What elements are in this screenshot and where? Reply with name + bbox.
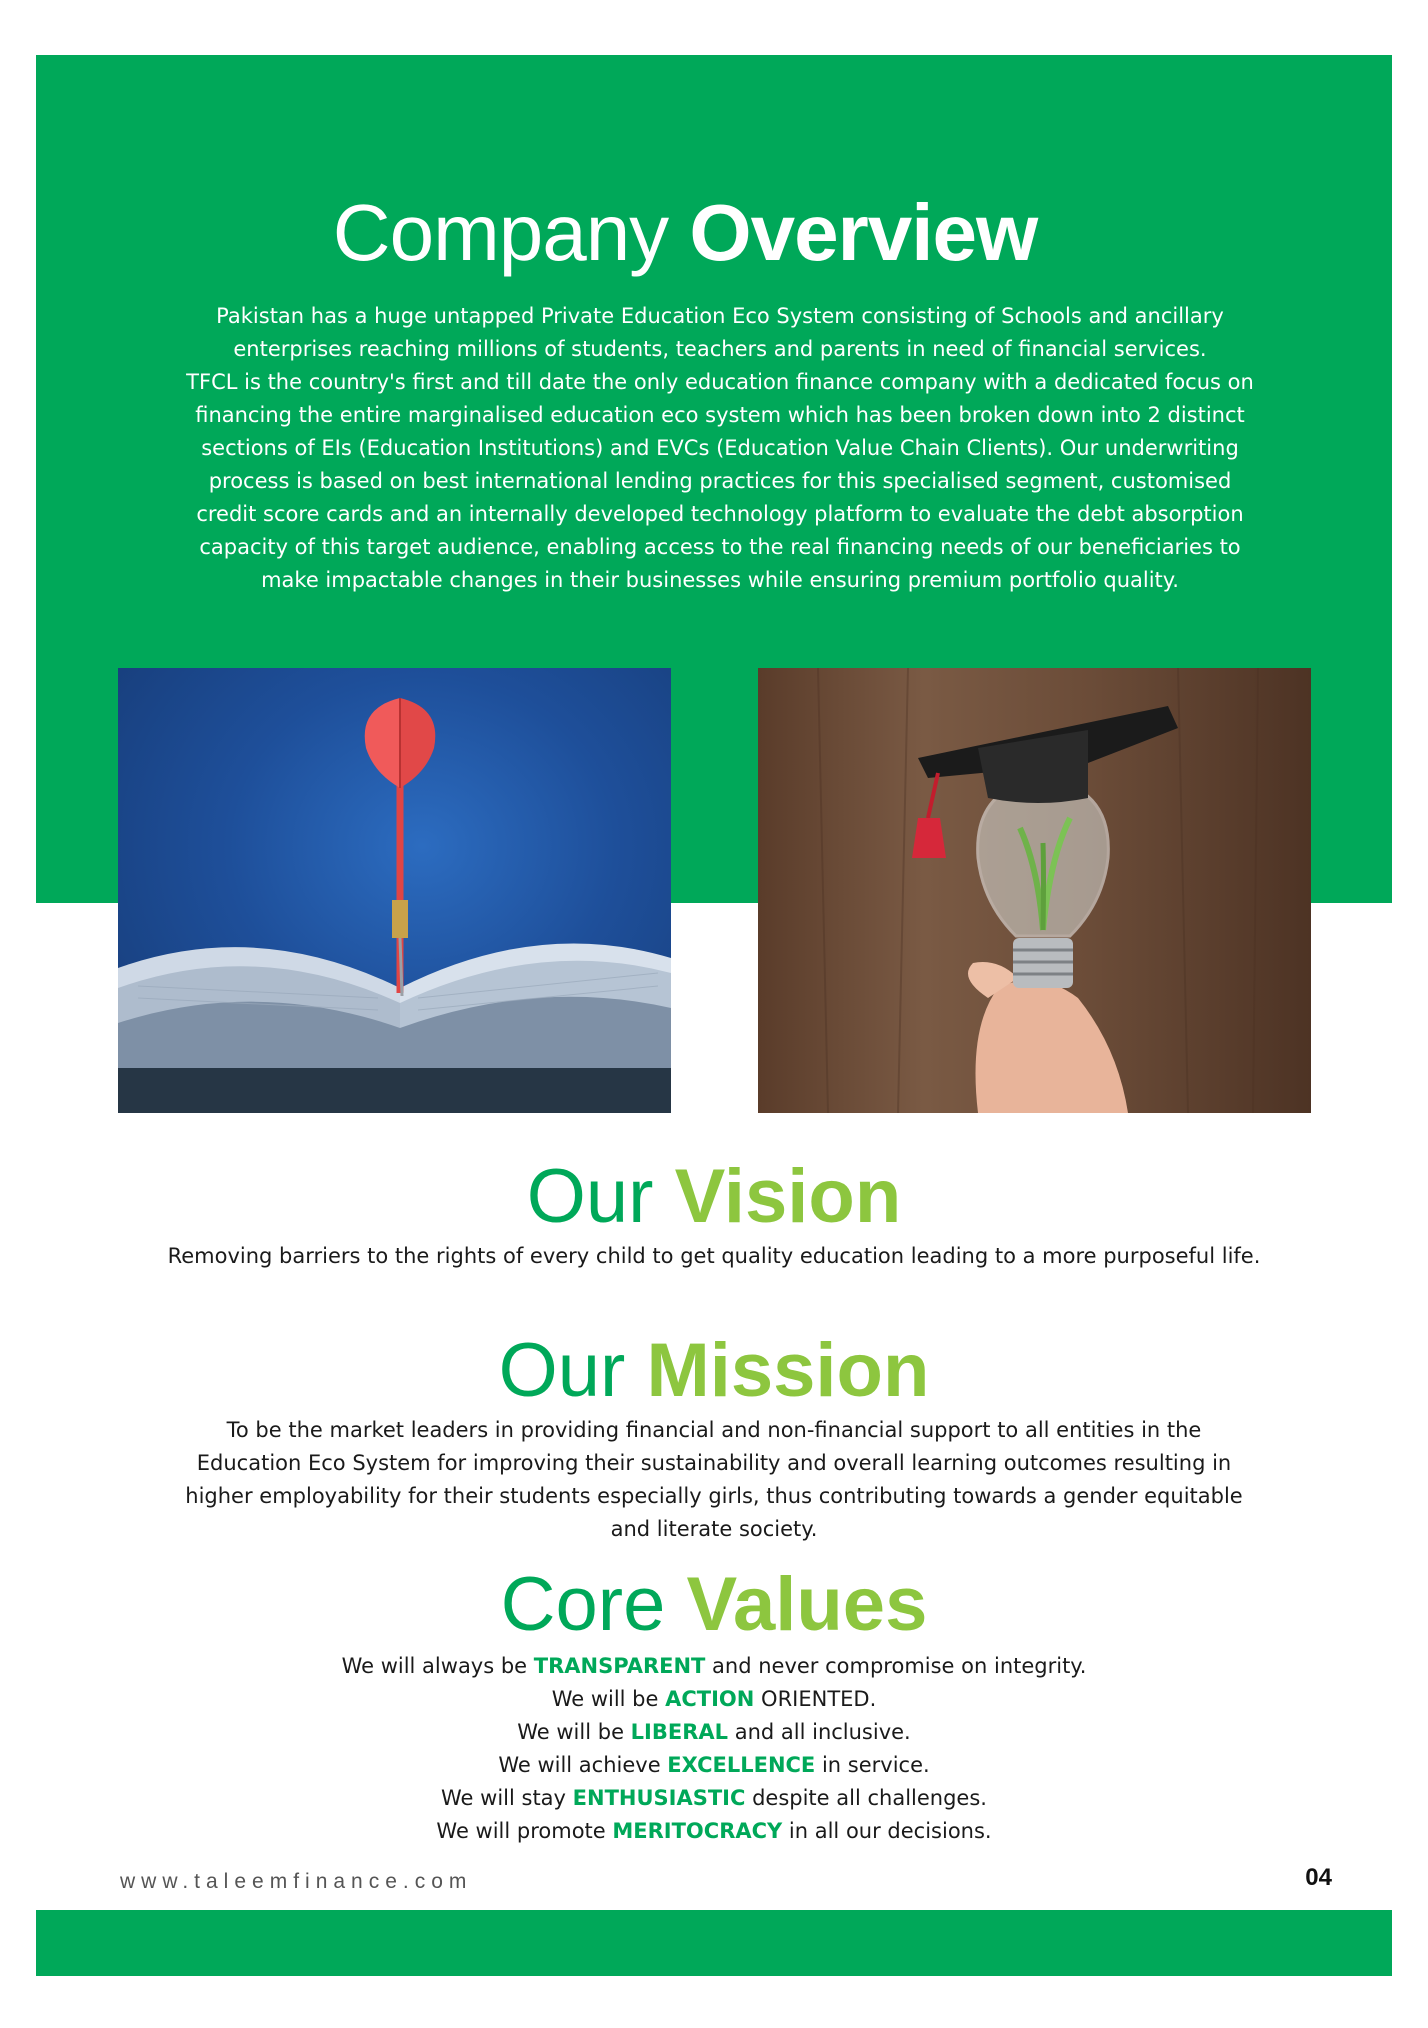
dart-book-photo xyxy=(118,668,671,1113)
vision-title-light: Our xyxy=(526,1154,654,1239)
core-value-item: We will be ACTION ORIENTED. xyxy=(551,1687,877,1711)
vision-title xyxy=(0,1152,1428,1242)
overview-text xyxy=(130,300,1310,597)
overview-line: enterprises reaching millions of students, teachers and parents in need of financial services. xyxy=(233,337,1207,361)
dart-book-illustration xyxy=(118,668,671,1113)
mission-title-bold: Mission xyxy=(646,1328,930,1413)
core-value-item: We will achieve EXCELLENCE in service. xyxy=(498,1753,930,1777)
core-value-item: We will stay ENTHUSIASTIC despite all challenges. xyxy=(441,1786,987,1810)
mission-line: and literate society. xyxy=(610,1517,818,1541)
core-value-keyword: ACTION xyxy=(665,1687,755,1711)
core-value-keyword: MERITOCRACY xyxy=(612,1819,783,1843)
vision-title-bold: Vision xyxy=(674,1154,902,1239)
overview-title xyxy=(0,185,1370,281)
overview-line: process is based on best international lending practices for this specialised segment, customised xyxy=(208,469,1232,493)
core-value-keyword: ENTHUSIASTIC xyxy=(572,1786,746,1810)
mission-line: Education Eco System for improving their sustainability and overall learning outcomes resulting in xyxy=(196,1451,1232,1475)
overview-line: credit score cards and an internally developed technology platform to evaluate the debt absorption xyxy=(196,502,1244,526)
overview-line: financing the entire marginalised education eco system which has been broken down into 2 distinct xyxy=(195,403,1245,427)
page-number: 04 xyxy=(1305,1864,1332,1891)
mission-line: To be the market leaders in providing financial and non-financial support to all entities in the xyxy=(226,1418,1202,1442)
graduation-bulb-illustration xyxy=(758,668,1311,1113)
overview-line: make impactable changes in their businesses while ensuring premium portfolio quality. xyxy=(261,568,1179,592)
footer-bar xyxy=(36,1910,1392,1976)
overview-title-bold: Overview xyxy=(689,188,1038,277)
mission-line: higher employability for their students especially girls, thus contributing towards a gender equitable xyxy=(185,1484,1243,1508)
mission-title-light: Our xyxy=(498,1328,626,1413)
overview-title-light: Company xyxy=(332,188,669,277)
core-value-keyword: TRANSPARENT xyxy=(533,1654,706,1678)
core-values-title-light: Core xyxy=(500,1562,666,1647)
core-value-keyword: EXCELLENCE xyxy=(667,1753,816,1777)
core-value-item: We will always be TRANSPARENT and never compromise on integrity. xyxy=(341,1654,1087,1678)
overview-line: sections of EIs (Education Institutions) and EVCs (Education Value Chain Clients). Our underwriting xyxy=(201,436,1239,460)
overview-line: TFCL is the country's first and till date the only education finance company with a dedicated focus on xyxy=(186,370,1254,394)
core-values-list xyxy=(0,1650,1428,1848)
mission-text-block xyxy=(0,1414,1428,1546)
overview-line: capacity of this target audience, enabling access to the real financing needs of our beneficiaries to xyxy=(199,535,1241,559)
graduation-bulb-photo xyxy=(758,668,1311,1113)
core-values-title xyxy=(0,1560,1428,1650)
core-values-title-bold: Values xyxy=(686,1562,928,1647)
vision-text: Removing barriers to the rights of every child to get quality education leading to a more purposeful life. xyxy=(167,1244,1261,1268)
core-value-item: We will promote MERITOCRACY in all our decisions. xyxy=(436,1819,992,1843)
vision-text-block xyxy=(0,1240,1428,1273)
overview-line: Pakistan has a huge untapped Private Education Eco System consisting of Schools and ancillary xyxy=(216,304,1224,328)
core-value-item: We will be LIBERAL and all inclusive. xyxy=(517,1720,911,1744)
mission-title xyxy=(0,1326,1428,1416)
footer-website-url: www.taleemfinance.com xyxy=(120,1870,473,1893)
core-value-keyword: LIBERAL xyxy=(630,1720,729,1744)
